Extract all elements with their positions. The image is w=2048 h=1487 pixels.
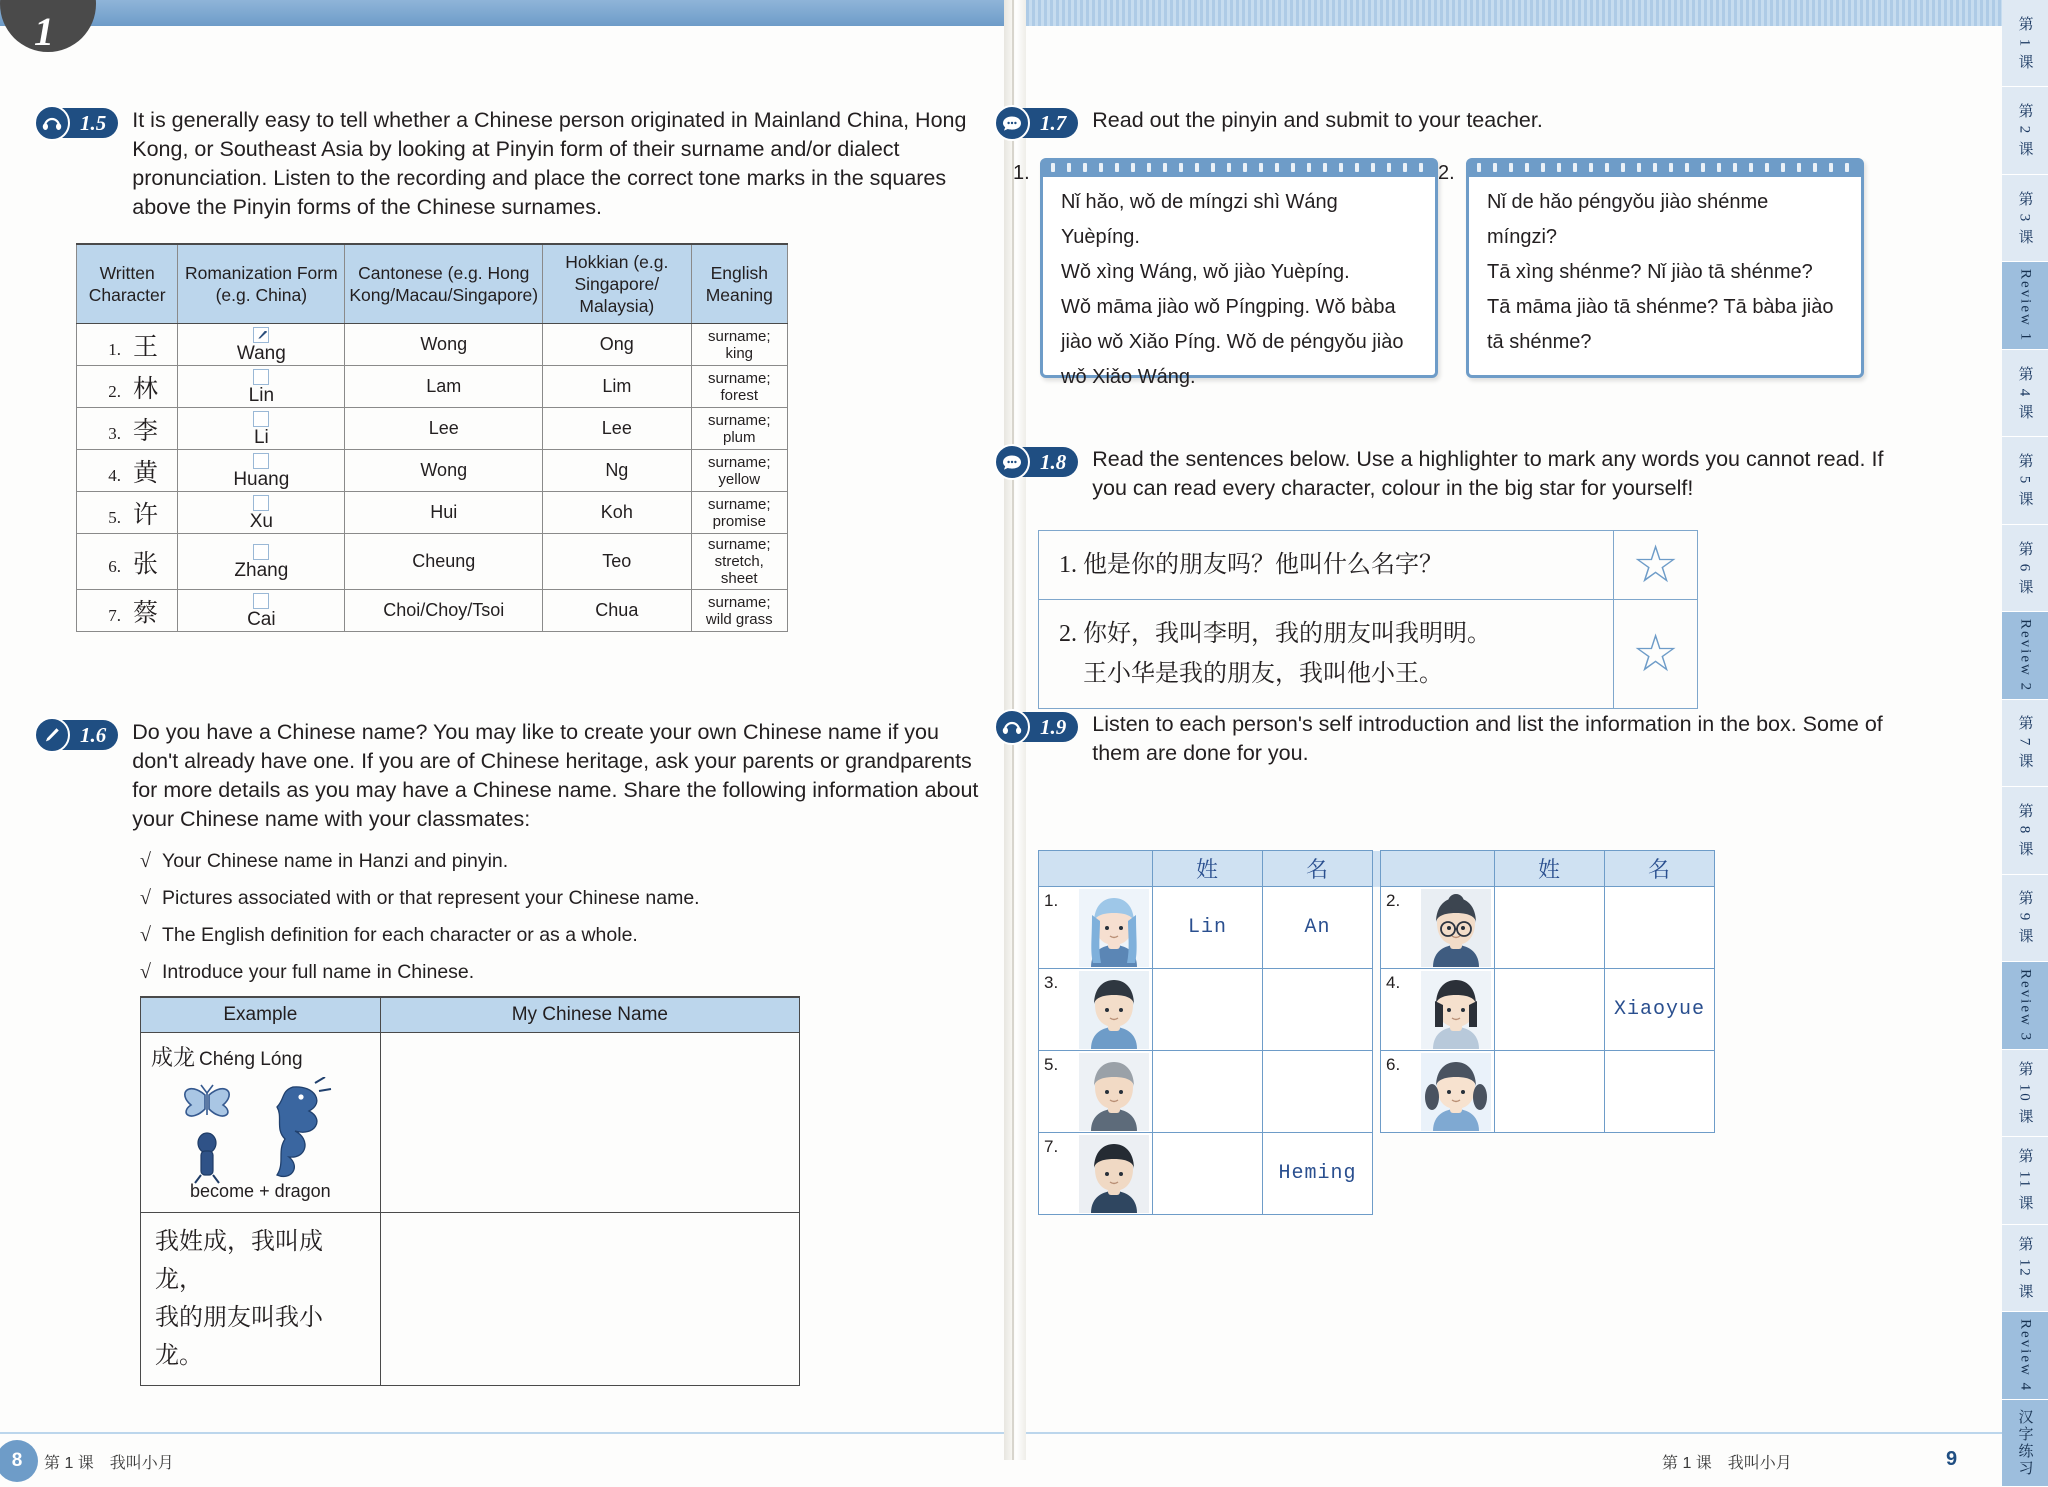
tone-mark-box[interactable]	[253, 495, 269, 511]
notecard-2-number: 2.	[1438, 162, 1455, 184]
info-grid-body	[1039, 887, 1715, 1215]
tab-第-10-课[interactable]	[2002, 1050, 2048, 1137]
tab-review-1[interactable]	[2002, 262, 2048, 349]
example-name	[151, 1041, 370, 1072]
tab-第-7-课[interactable]	[2002, 700, 2048, 787]
cell-romanization	[178, 450, 345, 492]
highlight-sentences-body	[1039, 531, 1698, 709]
header-romanization-form: Romanization Form (e.g. China)	[178, 244, 345, 324]
header-written-character: Written Character	[77, 244, 178, 324]
grid-gap	[1373, 1051, 1381, 1133]
notecard-1	[1040, 158, 1438, 388]
tab-label: 第 8 课	[2016, 802, 2033, 858]
notecard-1-number: 1.	[1013, 162, 1030, 184]
notecard-2-spiral	[1469, 161, 1861, 177]
cell-english-meaning: surname; forest	[691, 366, 787, 408]
cell-cantonese: Choi/Choy/Tsoi	[345, 590, 543, 632]
grid-gap	[1373, 1133, 1381, 1215]
example-table-body	[141, 1033, 800, 1386]
right-folio-number: 9	[1946, 1448, 1958, 1470]
activity-1-5-number-pill	[46, 108, 118, 138]
self-introduction-grid	[1038, 850, 1715, 1215]
check-tick-icon: √	[140, 961, 151, 983]
xing-answer-cell[interactable]	[1495, 1051, 1605, 1133]
example-row-sentence	[141, 1213, 800, 1386]
info-grid-head-xing-right: 姓	[1495, 851, 1605, 887]
ming-answer-cell[interactable]	[1605, 1051, 1715, 1133]
grid-empty	[1605, 1133, 1715, 1215]
my-sentence-answer-cell[interactable]	[380, 1213, 799, 1386]
cell-english-meaning: surname; yellow	[691, 450, 787, 492]
table-row	[77, 324, 788, 366]
info-grid-head-blank-right	[1381, 851, 1421, 887]
right-page	[1013, 0, 2026, 1487]
star-cell-1[interactable]	[1614, 531, 1698, 600]
header-hokkian: Hokkian (e.g. Singapore/ Malaysia)	[543, 244, 691, 324]
table-row	[77, 492, 788, 534]
row-number: 3.	[108, 423, 122, 443]
entry-number: 5.	[1039, 1051, 1079, 1133]
tab-label: 第 2 课	[2016, 103, 2033, 159]
cell-hokkian: Lim	[543, 366, 691, 408]
tone-mark-box[interactable]	[253, 453, 269, 469]
tone-mark-box[interactable]	[253, 544, 269, 560]
cell-english-meaning: surname; king	[691, 324, 787, 366]
header-english-meaning: English Meaning	[691, 244, 787, 324]
activity-1-5-text: It is generally easy to tell whether a Chinese person originated in Mainland China, Hong Kong, or Southeast Asia by looking at Pinyin form of their surname and/or dialect pronunciation. Listen to the recording and place the correct tone marks in the squares above the Pinyin forms of the Chinese surnames.	[132, 108, 967, 219]
check-tick-icon: √	[140, 887, 151, 909]
surname-table-body	[77, 324, 788, 632]
row-number: 7.	[108, 605, 122, 625]
activity-1-8-id: 1.8	[1040, 449, 1067, 474]
avatar	[1421, 1051, 1495, 1133]
example-illustration	[165, 1077, 355, 1187]
hanzi-character: 蔡	[133, 599, 159, 627]
tab-第-8-课[interactable]	[2002, 787, 2048, 874]
example-cell-sentence	[141, 1213, 381, 1386]
tab-label: Review 1	[2017, 269, 2034, 343]
sentence-row-2	[1039, 600, 1698, 709]
activity-1-9	[1006, 710, 1906, 768]
row-number: 6.	[108, 556, 122, 576]
activity-1-9-text: Listen to each person's self introduction and list the information in the box. Some of them are done for you.	[1092, 712, 1883, 765]
info-grid-head-avatar-left	[1079, 851, 1153, 887]
activity-1-9-number-pill	[1006, 712, 1078, 742]
tab-review-3[interactable]	[2002, 962, 2048, 1049]
sentence-1-line-1: 1. 他是你的朋友吗？他叫什么名字？	[1059, 552, 1443, 578]
notecard-2	[1466, 158, 1864, 378]
notecard-line: Wǒ māma jiào wǒ Píngping. Wǒ bàba	[1061, 296, 1396, 318]
ming-answer-cell[interactable]	[1263, 969, 1373, 1051]
cell-written-character	[77, 366, 178, 408]
activity-1-7	[1006, 106, 1906, 138]
tab-label: 第 12 课	[2016, 1235, 2033, 1301]
table-row	[1039, 887, 1715, 969]
grid-gap	[1373, 887, 1381, 969]
row-number: 2.	[108, 381, 122, 401]
check-tick-icon: √	[140, 924, 151, 946]
xing-answer-cell[interactable]	[1153, 1051, 1263, 1133]
example-row-picture	[141, 1033, 800, 1213]
list-item	[140, 887, 960, 910]
entry-number: 2.	[1381, 887, 1421, 969]
tone-mark-box[interactable]	[253, 593, 269, 609]
sentence-2-line-1: 2. 你好，我叫李明，我的朋友叫我明明。	[1059, 621, 1491, 647]
notecard-line: Tā xìng shénme? Nǐ jiào tā shénme?	[1487, 261, 1813, 283]
example-table-head	[141, 997, 800, 1033]
grid-empty	[1495, 1133, 1605, 1215]
tone-mark-box[interactable]	[253, 411, 269, 427]
xing-answer-cell[interactable]	[1153, 969, 1263, 1051]
grid-empty	[1421, 1133, 1495, 1215]
star-icon[interactable]: ☆	[1632, 625, 1679, 683]
activity-1-7-number-pill	[1006, 108, 1078, 138]
info-grid-head-blank-left	[1039, 851, 1079, 887]
avatar	[1079, 1133, 1153, 1215]
tab-label: 第 1 课	[2016, 15, 2033, 71]
example-sentence-line-1: 我姓成，我叫成龙，	[155, 1229, 323, 1293]
pencil-icon	[34, 717, 70, 753]
row-number: 4.	[108, 465, 122, 485]
header-my-chinese-name: My Chinese Name	[380, 997, 799, 1033]
name-info-checklist	[140, 850, 960, 998]
notecard-line: Nǐ hǎo, wǒ de míngzi shì Wáng Yuèpíng.	[1061, 191, 1338, 248]
ming-answer-cell[interactable]	[1605, 887, 1715, 969]
row-number: 5.	[108, 507, 122, 527]
ming-answer-cell[interactable]: An	[1263, 887, 1373, 969]
cell-written-character	[77, 590, 178, 632]
activity-1-8-number-pill	[1006, 447, 1078, 477]
my-name-answer-cell[interactable]	[380, 1033, 799, 1213]
left-footer-text: 第 1 课 我叫小月	[44, 1455, 174, 1472]
activity-1-6-text: Do you have a Chinese name? You may like to create your own Chinese name if you don't already have one. If you are of Chinese heritage, ask your parents or grandparents for more details as you may have a Chinese name. Share the following information about your Chinese name with your classmates:	[132, 720, 979, 831]
surname-table	[76, 243, 788, 632]
left-folio-badge	[0, 1440, 38, 1482]
cell-cantonese: Wong	[345, 324, 543, 366]
list-item	[140, 850, 960, 873]
list-item	[140, 924, 960, 947]
activity-1-7-id: 1.7	[1040, 110, 1067, 135]
tab-第-11-课[interactable]	[2002, 1137, 2048, 1224]
xing-answer-cell[interactable]: Lin	[1153, 887, 1263, 969]
ming-answer-cell[interactable]	[1263, 1051, 1373, 1133]
cell-romanization	[178, 366, 345, 408]
avatar	[1421, 969, 1495, 1051]
activity-1-5	[46, 106, 986, 222]
cell-english-meaning: surname; plum	[691, 408, 787, 450]
activity-1-9-id: 1.9	[1040, 714, 1067, 739]
hanzi-character: 王	[133, 333, 159, 361]
tab-第-3-课[interactable]	[2002, 175, 2048, 262]
notecard-2-body	[1469, 161, 1861, 372]
sentence-row-1	[1039, 531, 1698, 600]
cell-hokkian: Teo	[543, 534, 691, 590]
info-grid-header-row	[1039, 851, 1715, 887]
list-item-label: The English definition for each character or as a whole.	[162, 924, 638, 946]
ming-answer-cell[interactable]: Heming	[1263, 1133, 1373, 1215]
activity-1-6	[46, 718, 986, 834]
table-row	[1039, 1051, 1715, 1133]
tab-label: Review 2	[2017, 618, 2034, 693]
speech-bubble-icon	[994, 444, 1030, 480]
tone-mark-box[interactable]	[253, 369, 269, 385]
list-item-label: Introduce your full name in Chinese.	[162, 961, 475, 983]
info-grid-head-ming-right: 名	[1605, 851, 1715, 887]
grid-empty	[1381, 1133, 1421, 1215]
ming-answer-cell[interactable]: Xiaoyue	[1605, 969, 1715, 1051]
info-grid-head-avatar-right	[1421, 851, 1495, 887]
activity-1-5-id: 1.5	[80, 110, 107, 135]
highlight-sentences-table	[1038, 530, 1698, 709]
cell-written-character	[77, 534, 178, 590]
left-page	[0, 0, 1004, 1487]
entry-number: 4.	[1381, 969, 1421, 1051]
surname-table-head	[77, 244, 788, 324]
hanzi-character: 李	[133, 417, 159, 445]
list-item	[140, 961, 960, 984]
cell-english-meaning: surname; promise	[691, 492, 787, 534]
cell-written-character	[77, 450, 178, 492]
xing-answer-cell[interactable]	[1495, 887, 1605, 969]
avatar	[1079, 969, 1153, 1051]
avatar	[1079, 887, 1153, 969]
cell-romanization	[178, 492, 345, 534]
table-row	[1039, 1133, 1715, 1215]
pinyin-text: Lin	[248, 384, 275, 406]
table-row	[77, 450, 788, 492]
list-item-label: Your Chinese name in Hanzi and pinyin.	[162, 850, 509, 872]
tab-label: 第 3 课	[2016, 190, 2033, 246]
cell-written-character	[77, 324, 178, 366]
cell-romanization	[178, 324, 345, 366]
table-row	[77, 590, 788, 632]
cell-romanization	[178, 590, 345, 632]
cell-hokkian: Ng	[543, 450, 691, 492]
avatar	[1421, 887, 1495, 969]
chapter-number: 1	[34, 9, 54, 54]
tab-label: Review 4	[2017, 1318, 2034, 1392]
my-chinese-name-table	[140, 996, 800, 1386]
tone-mark-box[interactable]	[253, 327, 269, 343]
speech-bubble-icon	[994, 105, 1030, 141]
cell-romanization	[178, 408, 345, 450]
table-row	[77, 408, 788, 450]
notecard-line: Wǒ xìng Wáng, wǒ jiào Yuèpíng.	[1061, 261, 1350, 283]
tab-label: 第 5 课	[2016, 453, 2033, 509]
tab-汉字练习[interactable]	[2002, 1400, 2048, 1487]
cell-cantonese: Lee	[345, 408, 543, 450]
hanzi-character: 许	[133, 501, 159, 529]
cell-cantonese: Hui	[345, 492, 543, 534]
tab-第-9-课[interactable]	[2002, 875, 2048, 962]
activity-1-8-text: Read the sentences below. Use a highlighter to mark any words you cannot read. If you can read every character, colour in the big star for yourself!	[1092, 447, 1884, 500]
right-footer-text: 第 1 课 我叫小月	[1662, 1455, 1792, 1472]
notecard-line: wǒ Xiǎo Wáng.	[1061, 366, 1196, 388]
pinyin-text: Xu	[249, 510, 273, 532]
entry-number: 7.	[1039, 1133, 1079, 1215]
activity-1-8	[1006, 445, 1906, 503]
tab-label: Review 3	[2017, 968, 2034, 1042]
cell-written-character	[77, 408, 178, 450]
hanzi-character: 黄	[133, 459, 159, 487]
table-row	[77, 534, 788, 590]
star-icon[interactable]: ☆	[1632, 536, 1679, 594]
info-grid-head	[1039, 851, 1715, 887]
activity-1-7-text: Read out the pinyin and submit to your teacher.	[1092, 108, 1543, 132]
pinyin-text: Wang	[236, 342, 286, 364]
tab-第-1-课[interactable]	[2002, 0, 2048, 87]
hanzi-character: 张	[133, 550, 159, 578]
example-caption: become + dragon	[190, 1181, 331, 1201]
cell-cantonese: Cheung	[345, 534, 543, 590]
header-example: Example	[141, 997, 381, 1033]
entry-number: 1.	[1039, 887, 1079, 969]
xing-answer-cell[interactable]	[1495, 969, 1605, 1051]
tab-label: 第 9 课	[2016, 890, 2033, 946]
grid-gap	[1373, 969, 1381, 1051]
cell-hokkian: Lee	[543, 408, 691, 450]
headphones-icon	[34, 105, 70, 141]
star-cell-2[interactable]	[1614, 600, 1698, 709]
headphones-icon	[994, 709, 1030, 745]
info-grid-head-xing-left: 姓	[1153, 851, 1263, 887]
tab-label: 第 10 课	[2016, 1060, 2033, 1126]
check-tick-icon: √	[140, 850, 151, 872]
cell-cantonese: Lam	[345, 366, 543, 408]
tab-label: 汉字练习	[2016, 1408, 2033, 1477]
notecard-line: Nǐ de hǎo péngyǒu jiào shénme míngzi?	[1487, 191, 1769, 248]
tab-第-2-课[interactable]	[2002, 87, 2048, 174]
avatar	[1079, 1051, 1153, 1133]
chapter-tab-strip	[2002, 0, 2048, 1487]
entry-number: 6.	[1381, 1051, 1421, 1133]
example-name-hanzi: 成龙	[151, 1045, 196, 1070]
sentence-2-line-2: 王小华是我的朋友，我叫他小王。	[1059, 661, 1443, 687]
notecard-line: Tā māma jiào tā shénme? Tā bàba jiào	[1487, 296, 1834, 318]
tab-label: 第 7 课	[2016, 715, 2033, 771]
pinyin-text: Huang	[233, 468, 290, 490]
left-footer-rule	[0, 1432, 1004, 1434]
sentence-cell-2	[1039, 600, 1614, 709]
notecard-line: tā shénme?	[1487, 331, 1592, 353]
xing-answer-cell[interactable]	[1153, 1133, 1263, 1215]
hanzi-character: 林	[133, 375, 159, 403]
row-number: 1.	[108, 339, 122, 359]
cell-cantonese: Wong	[345, 450, 543, 492]
cell-hokkian: Ong	[543, 324, 691, 366]
table-row	[1039, 969, 1715, 1051]
info-grid-head-ming-left: 名	[1263, 851, 1373, 887]
cell-english-meaning: surname; wild grass	[691, 590, 787, 632]
activity-1-6-id: 1.6	[80, 722, 107, 747]
left-folio-number: 8	[11, 1450, 23, 1471]
right-footer-rule	[1026, 1432, 2026, 1434]
sentence-cell-1	[1039, 531, 1614, 600]
list-item-label: Pictures associated with or that represent your Chinese name.	[162, 887, 700, 909]
cell-hokkian: Koh	[543, 492, 691, 534]
notecard-1-body	[1043, 161, 1435, 407]
pinyin-text: Zhang	[234, 559, 289, 581]
tab-review-4[interactable]	[2002, 1312, 2048, 1399]
surname-table-header-row	[77, 244, 788, 324]
tab-review-2[interactable]	[2002, 612, 2048, 699]
pinyin-text: Cai	[247, 608, 276, 630]
cell-written-character	[77, 492, 178, 534]
entry-number: 3.	[1039, 969, 1079, 1051]
cell-hokkian: Chua	[543, 590, 691, 632]
tab-第-6-课[interactable]	[2002, 525, 2048, 612]
tab-label: 第 6 课	[2016, 540, 2033, 596]
tab-label: 第 11 课	[2016, 1148, 2033, 1213]
pinyin-text: Li	[253, 426, 269, 448]
notecard-1-spiral	[1043, 161, 1435, 177]
tab-第-12-课[interactable]	[2002, 1225, 2048, 1312]
tab-label: 第 4 课	[2016, 365, 2033, 421]
info-grid-gap	[1373, 851, 1381, 887]
example-cell-picture	[141, 1033, 381, 1213]
notecard-line: jiào wǒ Xiǎo Píng. Wǒ de péngyǒu jiào	[1061, 331, 1404, 353]
cell-romanization	[178, 534, 345, 590]
header-cantonese: Cantonese (e.g. Hong Kong/Macau/Singapore)	[345, 244, 543, 324]
example-sentence-line-2: 我的朋友叫我小龙。	[155, 1305, 323, 1369]
example-table-header-row	[141, 997, 800, 1033]
example-name-pinyin: Chéng Lóng	[199, 1049, 303, 1070]
tab-第-4-课[interactable]	[2002, 350, 2048, 437]
tab-第-5-课[interactable]	[2002, 437, 2048, 524]
activity-1-6-number-pill	[46, 720, 118, 750]
table-row	[77, 366, 788, 408]
cell-english-meaning: surname; stretch, sheet	[691, 534, 787, 590]
